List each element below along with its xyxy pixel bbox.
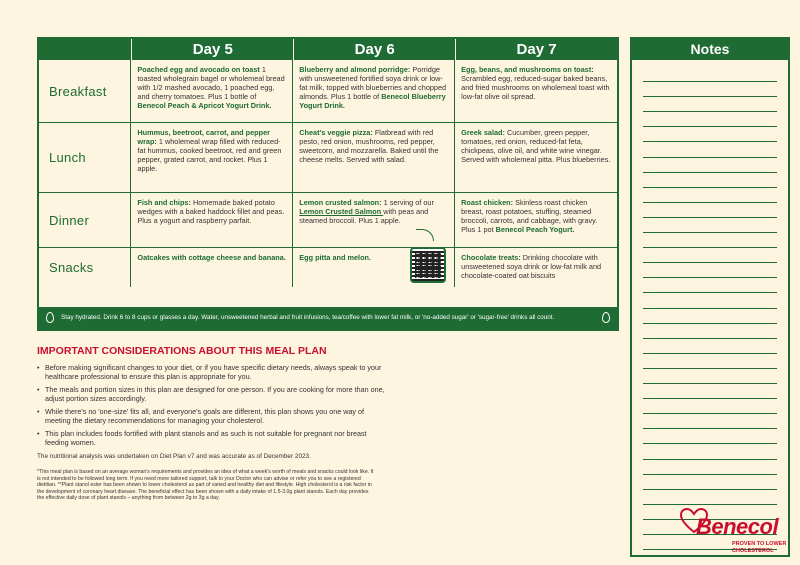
lunch-day-7 [455, 123, 617, 192]
meal-description: Drinking chocolate with unsweetened soya drink or low-fat milk and chocolate-coated oat biscuits [461, 253, 602, 280]
day-5-header: Day 5 [131, 39, 293, 60]
header-corner [39, 39, 131, 60]
meal-title: Chocolate treats: [461, 253, 523, 262]
notes-line [643, 428, 777, 429]
water-drop-icon [46, 312, 54, 323]
dinner-day-6 [293, 193, 455, 247]
day-6-header: Day 6 [293, 39, 455, 60]
snacks-row [39, 247, 617, 287]
meal-description: 1 serving of our [383, 198, 434, 207]
meal-label-breakfast: Breakfast [39, 60, 131, 122]
considerations-title: IMPORTANT CONSIDERATIONS ABOUT THIS MEAL PLAN [37, 345, 327, 357]
notes-line [643, 459, 777, 460]
benecol-logo [680, 508, 790, 558]
meal-description: 1 wholemeal wrap filled with reduced-fat hummus, cooked beetroot, red and green pepper, grated carrot, and rocket. Plus 1 apple. [137, 137, 282, 173]
notes-line [643, 157, 777, 158]
breakfast-row [39, 60, 617, 122]
breakfast-day-7 [455, 60, 617, 122]
notes-line [643, 368, 777, 369]
meal-title: Egg pitta and melon. [299, 253, 372, 262]
product-name: Benecol Peach Yogurt. [495, 225, 575, 234]
meal-title: Cheat's veggie pizza: [299, 128, 375, 137]
lunch-day-6 [293, 123, 455, 192]
notes-line [643, 187, 777, 188]
notes-line [643, 398, 777, 399]
dinner-row [39, 192, 617, 247]
notes-line [643, 443, 777, 444]
notes-line [643, 111, 777, 112]
meal-label-snacks: Snacks [39, 248, 131, 287]
meal-title: Roast chicken: [461, 198, 516, 207]
meal-title: Hummus, beetroot, carrot, and pepper wrap: [137, 128, 270, 146]
meal-description: Cucumber, green pepper, tomatoes, red onion, reduced-fat feta, chickpeas, olive oil, and white wine vinegar. Served with wholemeal pitta. Plus blueberries. [461, 128, 611, 164]
notes-line [643, 504, 777, 505]
breakfast-day-5 [131, 60, 293, 122]
lunch-day-5 [131, 123, 293, 192]
product-name: Benecol Blueberry Yogurt Drink. [299, 92, 446, 110]
snacks-day-7 [455, 248, 617, 287]
meal-label-dinner: Dinner [39, 193, 131, 247]
meal-title: Lemon crusted salmon: [299, 198, 384, 207]
list-item: • While there's no 'one-size' fits all, and everyone's goals are different, this plan shows you one way of meeting the dietary recommendations for managing your cholesterol. [37, 407, 387, 425]
notes-line [643, 247, 777, 248]
notes-line [643, 126, 777, 127]
meal-description: Scrambled egg, reduced-sugar baked beans, and fried mushrooms on wholemeal toast with low-fat olive oil spread. [461, 74, 610, 101]
notes-line [643, 489, 777, 490]
meal-title: Egg, beans, and mushrooms on toast: [461, 65, 594, 74]
recipe-link[interactable]: Lemon Crusted Salmon [299, 207, 384, 216]
list-item: • This plan includes foods fortified with plant stanols and as such is not suitable for pregnant nor breast feeding women. [37, 429, 387, 447]
notes-line [643, 172, 777, 173]
footnote: *This meal plan is based on an average woman's requirements and provides an idea of what a week's worth of meals and snacks could look like. It is not intended to be followed long term. If you need more tailored support, talk to your Doctor who can advise or refer you to see a registered dietitian. **Plant stanol ester has been shown to lower cholesterol as part of varied and healthy diet and lifestyle. High cholesterol is a risk factor in the development of coronary heart disease. The beneficial effect has been shown with a daily intake of 1.5-3.0g plant stanols. Each day provides the effective daily dose of plant stanols – anything from between 2g to 3g a day. [37, 469, 374, 502]
list-item: • The meals and portion sizes in this plan are designed for one person. If you are cooking for more than one, adjust portion sizes accordingly. [37, 385, 387, 403]
notes-line [643, 338, 777, 339]
considerations-section [37, 345, 387, 502]
meal-title: Poached egg and avocado on toast [137, 65, 262, 74]
notes-line [643, 474, 777, 475]
meal-title: Oatcakes with cottage cheese and banana. [137, 253, 286, 262]
snacks-day-6 [293, 248, 455, 287]
meal-description: Homemade baked potato wedges with a baked haddock fillet and peas. Plus a yogurt and raspberry parfait. [137, 198, 285, 225]
analysis-note: The nutritional analysis was undertaken on Diet Plan v7 and was accurate as of December 2023. [37, 453, 311, 460]
tagline-line-2: CHOLESTEROL [732, 547, 774, 554]
meal-description: Skinless roast chicken breast, roast potatoes, stuffing, steamed broccoli, carrots, and cabbage, with gravy. Plus 1 pot [461, 198, 598, 234]
notes-line [643, 96, 777, 97]
logo-tagline [732, 541, 786, 554]
water-drop-icon [602, 312, 610, 323]
notes-line [643, 413, 777, 414]
meal-title: Blueberry and almond porridge: [299, 65, 413, 74]
meal-description: with peas and steamed broccoli. Plus 1 apple. [299, 207, 429, 225]
notes-line [643, 383, 777, 384]
notes-line [643, 353, 777, 354]
notes-line [643, 262, 777, 263]
notes-line [643, 202, 777, 203]
meal-plan-table [37, 37, 619, 331]
notes-line [643, 141, 777, 142]
snacks-day-5 [131, 248, 293, 287]
notes-line [643, 277, 777, 278]
day-7-header: Day 7 [455, 39, 617, 60]
notes-panel [630, 37, 790, 557]
hydration-banner [39, 307, 617, 329]
notes-title: Notes [632, 39, 788, 60]
meal-title: Greek salad: [461, 128, 507, 137]
meal-description: Flatbread with red pesto, red onion, mushrooms, red pepper, sweetcorn, and mozzarella. Baked until the cheese melts. Served with salad. [299, 128, 439, 164]
notes-line [643, 308, 777, 309]
considerations-list [37, 363, 387, 447]
arrow-icon [416, 229, 434, 241]
lunch-row [39, 122, 617, 192]
meal-description: 1 toasted wholegrain bagel or wholemeal bread with 1/2 mashed avocado, 1 poached egg, and cherry tomatoes. Plus 1 bottle of [137, 65, 285, 101]
product-name: Benecol Peach & Apricot Yogurt Drink. [137, 101, 272, 110]
notes-line [643, 292, 777, 293]
notes-line [643, 323, 777, 324]
dinner-day-5 [131, 193, 293, 247]
meal-title: Fish and chips: [137, 198, 193, 207]
logo-wordmark: Benecol [696, 514, 779, 539]
notes-line [643, 81, 777, 82]
dinner-day-7 [455, 193, 617, 247]
list-item: • Before making significant changes to your diet, or if you have specific dietary needs, always speak to your healthcare professional to ensure this plan is appropriate for you. [37, 363, 387, 381]
notes-line [643, 217, 777, 218]
breakfast-day-6 [293, 60, 455, 122]
hydration-text: Stay hydrated. Drink 6 to 8 cups or glasses a day. Water, unsweetened herbal and fruit infusions, tea/coffee with lower fat milk, or 'no-added sugar' or 'sugar-free' drinks all count. [61, 314, 555, 321]
notes-line [643, 232, 777, 233]
meal-description: Porridge with unsweetened fortified soya drink or low-fat milk, topped with blueberries and chopped almonds. Plus 1 bottle of [299, 65, 447, 101]
tagline-line-1: PROVEN TO LOWER [732, 541, 787, 547]
meal-label-lunch: Lunch [39, 123, 131, 192]
day-header-row [39, 39, 617, 60]
